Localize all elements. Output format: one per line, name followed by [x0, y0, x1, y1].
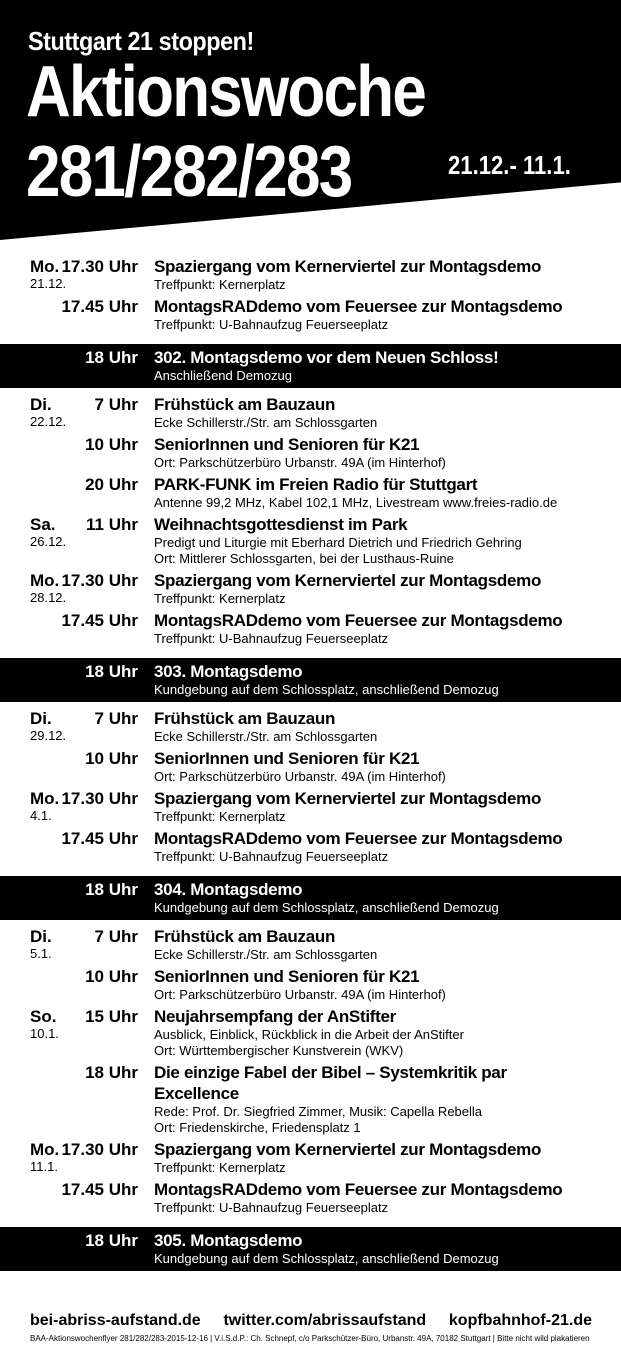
event-time: 17.30 Uhr: [61, 571, 138, 590]
event-title: PARK-FUNK im Freien Radio für Stuttgart: [154, 475, 478, 494]
event-date: 22.12.: [30, 414, 67, 429]
event-day: So.: [30, 1007, 57, 1026]
event-content: [154, 610, 594, 647]
event-row: [0, 474, 621, 511]
event-row: [0, 514, 621, 567]
event-title: Spaziergang vom Kernerviertel zur Montagsdemo: [154, 257, 542, 276]
event-content: [154, 1230, 594, 1267]
event-day: Sa.: [30, 515, 56, 534]
event-title: SeniorInnen und Senioren für K21: [154, 749, 420, 768]
event-content: [154, 1006, 594, 1059]
event-detail: Kundgebung auf dem Schlossplatz, anschließend Demozug: [154, 1251, 499, 1266]
event-day: Di.: [30, 709, 52, 728]
event-detail: Kundgebung auf dem Schlossplatz, anschließend Demozug: [154, 682, 499, 697]
event-date: 5.1.: [30, 946, 52, 961]
event-row: [0, 394, 621, 431]
event-time: 18 Uhr: [85, 1231, 138, 1250]
event-time: 18 Uhr: [85, 662, 138, 681]
event-content: [154, 661, 594, 698]
event-content: [154, 788, 594, 825]
event-detail: Treffpunkt: U-Bahnaufzug Feuerseeplatz: [154, 317, 389, 332]
event-title: MontagsRADdemo vom Feuersee zur Montagsdemo: [154, 1180, 563, 1199]
event-title: 303. Montagsdemo: [154, 662, 303, 681]
event-content: [154, 514, 594, 567]
event-detail: Ort: Friedenskirche, Friedensplatz 1: [154, 1120, 361, 1135]
event-time: 17.45 Uhr: [61, 1180, 138, 1199]
event-time: 18 Uhr: [85, 880, 138, 899]
event-title: Frühstück am Bauzaun: [154, 927, 336, 946]
event-day: Mo.: [30, 571, 60, 590]
event-title: SeniorInnen und Senioren für K21: [154, 967, 420, 986]
event-time: 17.30 Uhr: [61, 1140, 138, 1159]
montagsdemo-band: [0, 876, 621, 920]
event-content: [154, 966, 594, 1003]
footer-link-kopfbahnhof[interactable]: kopfbahnhof-21.de: [448, 1312, 592, 1329]
event-title: 302. Montagsdemo vor dem Neuen Schloss!: [154, 348, 499, 367]
event-time: 7 Uhr: [94, 709, 138, 728]
event-row: [0, 926, 621, 963]
event-row: [0, 1062, 621, 1136]
event-detail: Treffpunkt: Kernerplatz: [154, 809, 286, 824]
event-detail: Predigt und Liturgie mit Eberhard Dietrich und Friedrich Gehring: [154, 535, 522, 550]
event-detail: Ecke Schillerstr./Str. am Schlossgarten: [154, 947, 378, 962]
event-date: 21.12.: [30, 276, 67, 291]
event-date: 10.1.: [30, 1026, 59, 1041]
event-time: 17.30 Uhr: [61, 257, 138, 276]
event-day: Di.: [30, 395, 52, 414]
event-detail: Ort: Parkschützerbüro Urbanstr. 49A (im Hinterhof): [154, 987, 446, 1002]
footer-link-website[interactable]: bei-abriss-aufstand.de: [30, 1312, 201, 1329]
event-title: 305. Montagsdemo: [154, 1231, 303, 1250]
montagsdemo-band: [0, 658, 621, 702]
event-detail: Treffpunkt: Kernerplatz: [154, 277, 286, 292]
event-content: [154, 926, 594, 963]
event-detail: Kundgebung auf dem Schlossplatz, anschließend Demozug: [154, 900, 499, 915]
event-row: [0, 296, 621, 333]
header-date-range: 21.12.- 11.1.: [448, 150, 571, 180]
event-date: 28.12.: [30, 590, 67, 605]
event-time: 7 Uhr: [94, 395, 138, 414]
event-row: [0, 788, 621, 825]
imprint: BAA-Aktionswochenflyer 281/282/283-2015-12-16 | V.i.S.d.P.: Ch. Schnepf, c/o Parkschützer-Büro, Urbanstr. 49A, 70182 Stuttgart | Bitte nicht wild plakatieren: [30, 1334, 590, 1343]
event-row: [0, 966, 621, 1003]
event-row: [0, 434, 621, 471]
event-day: Mo.: [30, 257, 60, 276]
event-time: 7 Uhr: [94, 927, 138, 946]
event-time: 18 Uhr: [85, 348, 138, 367]
event-content: [154, 434, 594, 471]
event-detail: Ecke Schillerstr./Str. am Schlossgarten: [154, 415, 378, 430]
event-detail: Ort: Parkschützerbüro Urbanstr. 49A (im Hinterhof): [154, 769, 446, 784]
event-title: Neujahrsempfang der AnStifter: [154, 1007, 396, 1026]
event-detail: Ort: Mittlerer Schlossgarten, bei der Lusthaus-Ruine: [154, 551, 454, 566]
event-content: [154, 256, 594, 293]
event-time: 18 Uhr: [85, 1063, 138, 1082]
event-row: [0, 828, 621, 865]
event-time: 10 Uhr: [85, 749, 138, 768]
event-title: Spaziergang vom Kernerviertel zur Montagsdemo: [154, 571, 542, 590]
event-list: [0, 256, 621, 1277]
event-detail: Rede: Prof. Dr. Siegfried Zimmer, Musik: Capella Rebella: [154, 1104, 483, 1119]
event-row: [0, 1139, 621, 1176]
header-title: Aktionswoche: [26, 52, 426, 132]
event-title: 304. Montagsdemo: [154, 880, 303, 899]
event-time: 10 Uhr: [85, 967, 138, 986]
event-row: [0, 570, 621, 607]
event-title: Die einzige Fabel der Bibel – Systemkritik par Excellence: [154, 1063, 507, 1103]
event-time: 17.45 Uhr: [61, 297, 138, 316]
event-content: [154, 828, 594, 865]
event-content: [154, 347, 594, 384]
event-detail: Treffpunkt: Kernerplatz: [154, 1160, 286, 1175]
event-time: 11 Uhr: [86, 515, 138, 534]
event-title: MontagsRADdemo vom Feuersee zur Montagsdemo: [154, 297, 563, 316]
event-detail: Ecke Schillerstr./Str. am Schlossgarten: [154, 729, 378, 744]
event-day: Di.: [30, 927, 52, 946]
event-row: [0, 610, 621, 647]
event-time: 17.45 Uhr: [61, 829, 138, 848]
montagsdemo-band: [0, 344, 621, 388]
event-date: 26.12.: [30, 534, 67, 549]
footer-links: [30, 1312, 592, 1330]
event-date: 11.1.: [30, 1159, 58, 1174]
event-day: Mo.: [30, 1140, 60, 1159]
event-date: 29.12.: [30, 728, 67, 743]
event-title: MontagsRADdemo vom Feuersee zur Montagsdemo: [154, 611, 563, 630]
event-content: [154, 394, 594, 431]
event-row: [0, 256, 621, 293]
header-numbers: 281/282/283: [26, 132, 352, 212]
event-detail: Ort: Parkschützerbüro Urbanstr. 49A (im Hinterhof): [154, 455, 446, 470]
event-title: Spaziergang vom Kernerviertel zur Montagsdemo: [154, 789, 542, 808]
event-title: Frühstück am Bauzaun: [154, 709, 336, 728]
event-detail: Treffpunkt: Kernerplatz: [154, 591, 286, 606]
header-subtitle: Stuttgart 21 stoppen!: [28, 26, 254, 56]
event-detail: Treffpunkt: U-Bahnaufzug Feuerseeplatz: [154, 631, 389, 646]
event-title: MontagsRADdemo vom Feuersee zur Montagsdemo: [154, 829, 563, 848]
event-content: [154, 748, 594, 785]
event-time: 15 Uhr: [85, 1007, 138, 1026]
event-detail: Anschließend Demozug: [154, 368, 293, 383]
event-title: Frühstück am Bauzaun: [154, 395, 336, 414]
event-content: [154, 879, 594, 916]
event-row: [0, 1179, 621, 1216]
event-detail: Antenne 99,2 MHz, Kabel 102,1 MHz, Livestream www.freies-radio.de: [154, 495, 558, 510]
event-title: Spaziergang vom Kernerviertel zur Montagsdemo: [154, 1140, 542, 1159]
event-content: [154, 708, 594, 745]
event-time: 20 Uhr: [85, 475, 138, 494]
event-title: SeniorInnen und Senioren für K21: [154, 435, 420, 454]
event-content: [154, 1139, 594, 1176]
event-day: Mo.: [30, 789, 60, 808]
event-row: [0, 748, 621, 785]
event-content: [154, 1179, 594, 1216]
event-time: 10 Uhr: [85, 435, 138, 454]
montagsdemo-band: [0, 1227, 621, 1271]
event-content: [154, 1062, 594, 1136]
event-detail: Treffpunkt: U-Bahnaufzug Feuerseeplatz: [154, 849, 389, 864]
event-time: 17.30 Uhr: [61, 789, 138, 808]
event-content: [154, 570, 594, 607]
event-detail: Treffpunkt: U-Bahnaufzug Feuerseeplatz: [154, 1200, 389, 1215]
event-row: [0, 708, 621, 745]
event-content: [154, 296, 594, 333]
event-row: [0, 1006, 621, 1059]
event-title: Weihnachtsgottesdienst im Park: [154, 515, 408, 534]
event-detail: Ausblick, Einblick, Rückblick in die Arbeit der AnStifter: [154, 1027, 464, 1042]
event-time: 17.45 Uhr: [61, 611, 138, 630]
event-content: [154, 474, 594, 511]
event-detail: Ort: Württembergischer Kunstverein (WKV): [154, 1043, 404, 1058]
event-date: 4.1.: [30, 808, 52, 823]
footer-link-twitter[interactable]: twitter.com/abrissaufstand: [223, 1312, 427, 1329]
